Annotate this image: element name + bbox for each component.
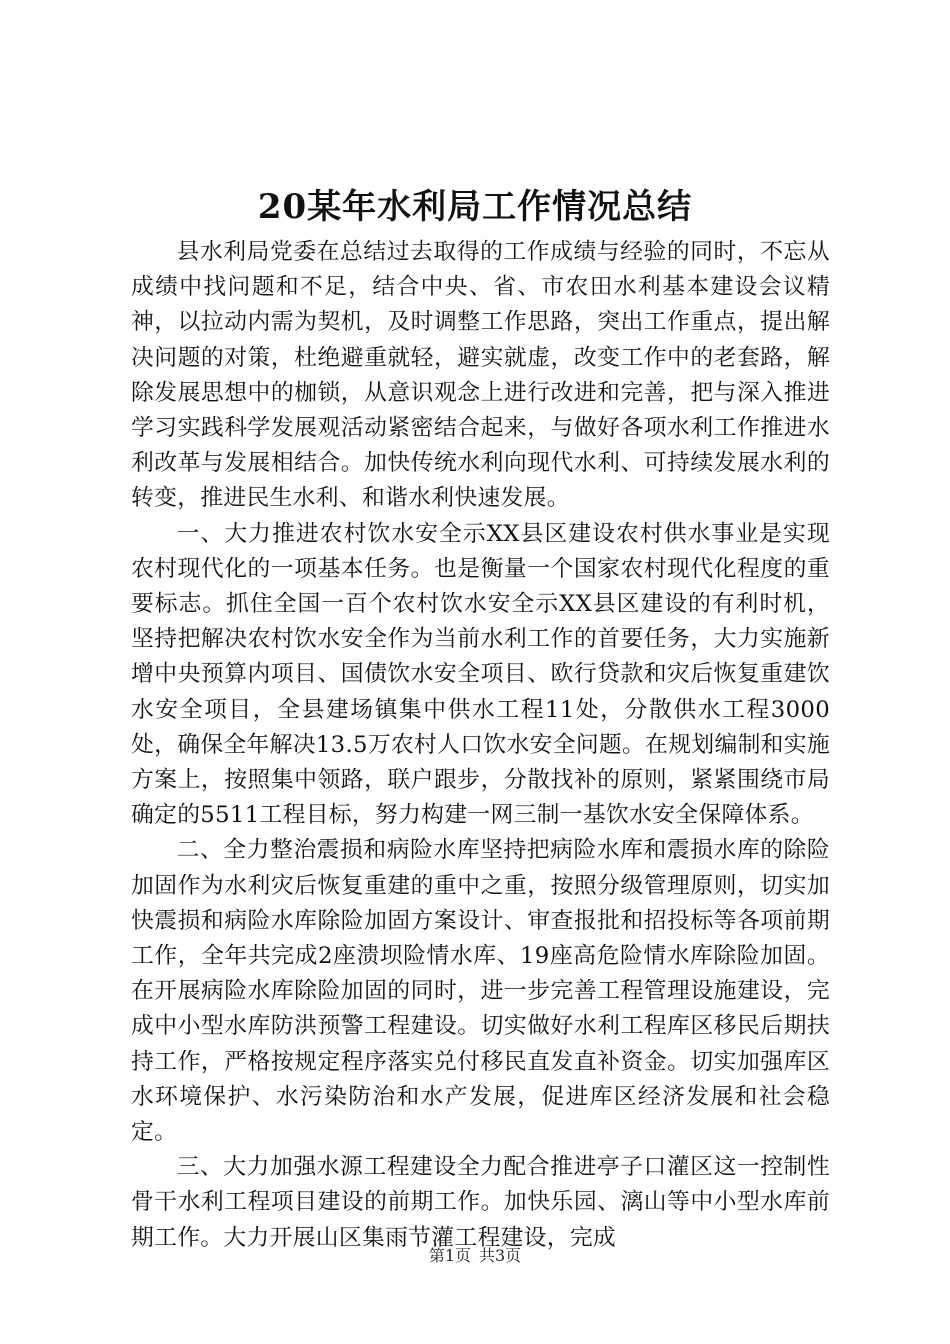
paragraph-section-2: 二、全力整治震损和病险水库坚持把病险水库和震损水库的除险加固作为水利灾后恢复重建的重中之重，按照分级管理原则，切实加快震损和病险水库除险加固方案设计、审查报批和招投标等各项前期工作，全年共完成2座溃坝险情水库、19座高危险情水库除险加固。在开展病险水库除险加固的同时，进一步完善工程管理设施建设，完成中小型水库防洪预警工程建设。切实做好水利工程库区移民后期扶持工作，严格按规定程序落实兑付移民直发直补资金。切实加强库区水环境保护、水污染防治和水产发展，促进库区经济发展和社会稳定。 — [131, 837, 830, 1146]
page-number-current: 第1页 — [428, 1246, 471, 1265]
document-title: 20某年水利局工作情况总结 — [257, 187, 693, 227]
paragraph-intro: 县水利局党委在总结过去取得的工作成绩与经验的同时，不忘从成绩中找问题和不足，结合中央、省、市农田水利基本建设会议精神，以拉动内需为契机，及时调整工作思路，突出工作重点，提出解决问题的对策，杜绝避重就轻，避实就虚，改变工作中的老套路，解除发展思想中的枷锁，从意识观念上进行改进和完善，把与深入推进学习实践科学发展观活动紧密结合起来，与做好各项水利工作推进水利改革与发展相结合。加快传统水利向现代水利、可持续发展水利的转变，推进民生水利、和谐水利快速发展。 — [131, 239, 830, 512]
paragraph-section-3: 三、大力加强水源工程建设全力配合推进亭子口灌区这一控制性骨干水利工程项目建设的前期工作。加快乐园、漓山等中小型水库前期工作。大力开展山区集雨节灌工程建设，完成 — [131, 1154, 830, 1251]
page-footer — [0, 1245, 950, 1267]
page-number-total: 共3页 — [479, 1246, 522, 1265]
document-body — [131, 235, 830, 1256]
paragraph-section-1: 一、大力推进农村饮水安全示XX县区建设农村供水事业是实现农村现代化的一项基本任务。也是衡量一个国家农村现代化程度的重要标志。抓住全国一百个农村饮水安全示XX县区建设的有利时机，坚持把解决农村饮水安全作为当前水利工作的首要任务，大力实施新增中央预算内项目、国债饮水安全项目、欧行贷款和灾后恢复重建饮水安全项目，全县建场镇集中供水工程11处，分散供水工程3000处，确保全年解决13.5万农村人口饮水安全问题。在规划编制和实施方案上，按照集中领路，联户跟步，分散找补的原则，紧紧围绕市局确定的5511工程目标，努力构建一网三制一基饮水安全保障体系。 — [131, 520, 830, 829]
